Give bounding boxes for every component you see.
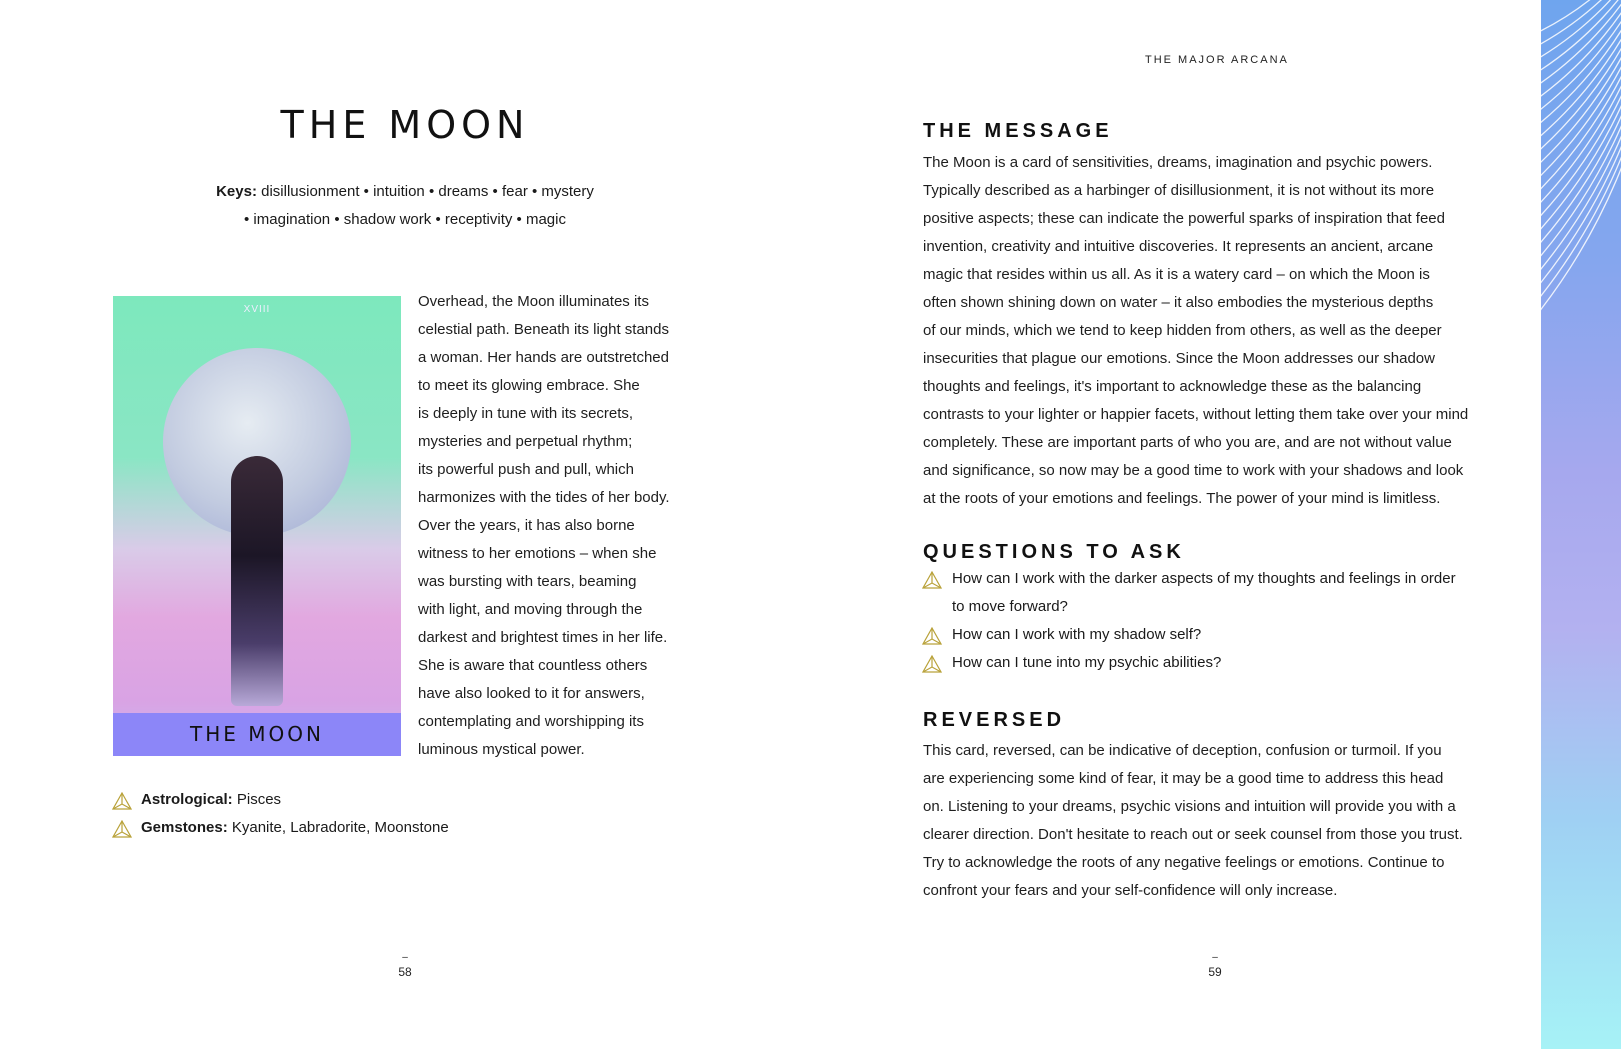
attribute-label: Astrological: xyxy=(141,791,233,808)
text-line: mysteries and perpetual rhythm; xyxy=(418,433,633,450)
attribute-label: Gemstones: xyxy=(141,819,228,836)
text-line: celestial path. Beneath its light stands xyxy=(418,321,669,338)
page-number-dash: – xyxy=(1212,952,1218,963)
triangle-icon xyxy=(922,571,942,589)
text-line: are experiencing some kind of fear, it may be a good time to address this head xyxy=(923,770,1444,787)
text-line: confront your fears and your self-confidence will only increase. xyxy=(923,882,1338,899)
text-line: This card, reversed, can be indicative of deception, confusion or turmoil. If you xyxy=(923,742,1442,759)
arc-line xyxy=(1541,0,1621,82)
text-line: clearer direction. Don't hesitate to reach out or seek counsel from those you trust. xyxy=(923,826,1463,843)
running-head: THE MAJOR ARCANA xyxy=(1145,54,1289,66)
text-line: witness to her emotions – when she xyxy=(418,545,657,562)
text-line: of our minds, which we tend to keep hidden from others, as well as the deeper xyxy=(923,322,1442,339)
page-number-dash: – xyxy=(402,952,408,963)
text-line: on. Listening to your dreams, psychic visions and intuition will provide you with a xyxy=(923,798,1456,815)
text-line: with light, and moving through the xyxy=(418,601,643,618)
keys xyxy=(150,178,660,234)
triangle-icon xyxy=(922,627,942,645)
arc-line xyxy=(1541,0,1621,292)
text-line: to meet its glowing embrace. She xyxy=(418,377,640,394)
attribute-item xyxy=(141,786,281,814)
text-line: invention, creativity and intuitive discoveries. It represents an ancient, arcane xyxy=(923,238,1434,255)
text-line: How can I tune into my psychic abilities? xyxy=(952,654,1222,671)
card-name: THE MOON xyxy=(113,713,401,756)
question-item xyxy=(952,565,1456,621)
text-line: is deeply in tune with its secrets, xyxy=(418,405,634,422)
text-line: How can I work with the darker aspects of my thoughts and feelings in order xyxy=(952,570,1456,587)
text-line: completely. These are important parts of who you are, and are not without value xyxy=(923,434,1452,451)
arc-line xyxy=(1541,4,1621,334)
woman-figure xyxy=(231,456,283,706)
triangle-icon xyxy=(112,820,132,838)
question-item xyxy=(952,621,1201,649)
text-line: a woman. Her hands are outstretched xyxy=(418,349,669,366)
reversed-text xyxy=(923,737,1463,905)
text-line: its powerful push and pull, which xyxy=(418,461,634,478)
page-number-left xyxy=(390,952,420,980)
text-line: have also looked to it for answers, xyxy=(418,685,645,702)
tarot-card-image xyxy=(113,296,401,756)
triangle-icon xyxy=(922,655,942,673)
card-description xyxy=(418,288,670,764)
page-number: 58 xyxy=(398,965,412,979)
text-line: Overhead, the Moon illuminates its xyxy=(418,293,649,310)
decorative-cosmic-strip xyxy=(1541,0,1621,1049)
text-line: insecurities that plague our emotions. Since the Moon addresses our shadow xyxy=(923,350,1435,367)
keys-line: disillusionment • intuition • dreams • fear • mystery xyxy=(256,183,594,200)
reversed-heading: REVERSED xyxy=(923,709,1066,731)
attribute-value: Kyanite, Labradorite, Moonstone xyxy=(227,819,449,836)
text-line: thoughts and feelings, it's important to acknowledge these as the balancing xyxy=(923,378,1422,395)
keys-line: • imagination • shadow work • receptivity • magic xyxy=(244,211,566,228)
triangle-icon xyxy=(112,792,132,810)
text-line: harmonizes with the tides of her body. xyxy=(418,489,670,506)
page-number: 59 xyxy=(1208,965,1222,979)
text-line: contrasts to your lighter or happier facets, without letting them take over your mind xyxy=(923,406,1469,423)
text-line: magic that resides within us all. As it is a watery card – on which the Moon is xyxy=(923,266,1430,283)
text-line: Typically described as a harbinger of disillusionment, it is not without its more xyxy=(923,182,1435,199)
arc-lines-decoration xyxy=(1541,0,1621,1049)
question-item xyxy=(952,649,1221,677)
text-line: Try to acknowledge the roots of any negative feelings or emotions. Continue to xyxy=(923,854,1445,871)
questions-heading: QUESTIONS TO ASK xyxy=(923,541,1185,563)
arc-line xyxy=(1541,0,1621,278)
text-line: to move forward? xyxy=(952,598,1068,615)
text-line: positive aspects; these can indicate the powerful sparks of inspiration that feed xyxy=(923,210,1445,227)
card-numeral: XVIII xyxy=(243,304,271,315)
keys-label: Keys: xyxy=(216,183,257,200)
text-line: darkest and brightest times in her life. xyxy=(418,629,668,646)
text-line: How can I work with my shadow self? xyxy=(952,626,1202,643)
text-line: was bursting with tears, beaming xyxy=(418,573,637,590)
attribute-item xyxy=(141,814,449,842)
attribute-value: Pisces xyxy=(232,791,282,808)
page-title: THE MOON xyxy=(280,103,530,147)
text-line: luminous mystical power. xyxy=(418,741,585,758)
page-number-right xyxy=(1200,952,1230,980)
text-line: The Moon is a card of sensitivities, dreams, imagination and psychic powers. xyxy=(923,154,1433,171)
arc-line xyxy=(1541,0,1621,54)
message-heading: THE MESSAGE xyxy=(923,120,1113,142)
text-line: Over the years, it has also borne xyxy=(418,517,635,534)
text-line: contemplating and worshipping its xyxy=(418,713,644,730)
message-text xyxy=(923,149,1468,513)
text-line: and significance, so now may be a good time to work with your shadows and look xyxy=(923,462,1464,479)
text-line: at the roots of your emotions and feelings. The power of your mind is limitless. xyxy=(923,490,1441,507)
text-line: She is aware that countless others xyxy=(418,657,648,674)
text-line: often shown shining down on water – it also embodies the mysterious depths xyxy=(923,294,1434,311)
